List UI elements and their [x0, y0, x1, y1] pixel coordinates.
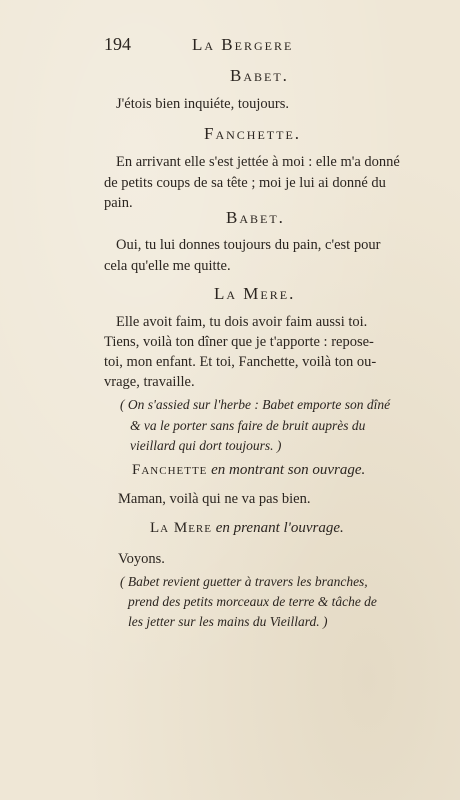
dialogue-line: J'étois bien inquiéte, toujours.	[116, 96, 289, 112]
stage-direction: ( On s'assied sur l'herbe : Babet emporte son dîné	[120, 397, 391, 412]
speaker-name: Fanchette.	[204, 124, 302, 143]
speaker-name: Babet.	[226, 208, 285, 227]
speaker-with-direction	[150, 520, 344, 537]
speaker-direction: en montrant son ouvrage.	[211, 462, 366, 478]
dialogue-line: Elle avoit faim, tu dois avoir faim aussi toi.	[116, 314, 368, 330]
dialogue-line: cela qu'elle me quitte.	[104, 258, 231, 274]
dialogue-line: de petits coups de sa tête ; moi je lui ai donné du	[104, 175, 386, 191]
speaker-name: Fanchette	[132, 462, 208, 478]
dialogue-line: En arrivant elle s'est jettée à moi : elle m'a donné	[116, 154, 400, 170]
dialogue-line: Tiens, voilà ton dîner que je t'apporte : repose-	[104, 334, 374, 350]
stage-direction: & va le porter sans faire de bruit auprès du	[130, 418, 366, 433]
dialogue-line: Oui, tu lui donnes toujours du pain, c'est pour	[116, 237, 381, 253]
speaker-name: Babet.	[230, 66, 289, 85]
page-number: 194	[104, 34, 131, 54]
stage-direction: les jetter sur les mains du Vieillard. )	[128, 614, 328, 629]
running-title: La Bergere	[192, 35, 294, 54]
speaker-name: La Mere	[150, 520, 212, 536]
stage-direction: prend des petits morceaux de terre & tâche de	[128, 594, 377, 609]
dialogue-line: toi, mon enfant. Et toi, Fanchette, voilà ton ou-	[104, 354, 377, 370]
stage-direction: vieillard qui dort toujours. )	[130, 438, 282, 453]
dialogue-line: vrage, travaille.	[104, 374, 195, 390]
dialogue-line: Maman, voilà qui ne va pas bien.	[118, 491, 311, 507]
speaker-direction: en prenant l'ouvrage.	[215, 520, 344, 536]
dialogue-line: Voyons.	[118, 551, 165, 567]
speaker-with-direction	[132, 462, 365, 479]
page-header	[104, 34, 424, 56]
speaker-name: La Mere.	[214, 284, 296, 303]
stage-direction: ( Babet revient guetter à travers les branches,	[120, 574, 368, 589]
dialogue-line: pain.	[104, 195, 133, 211]
